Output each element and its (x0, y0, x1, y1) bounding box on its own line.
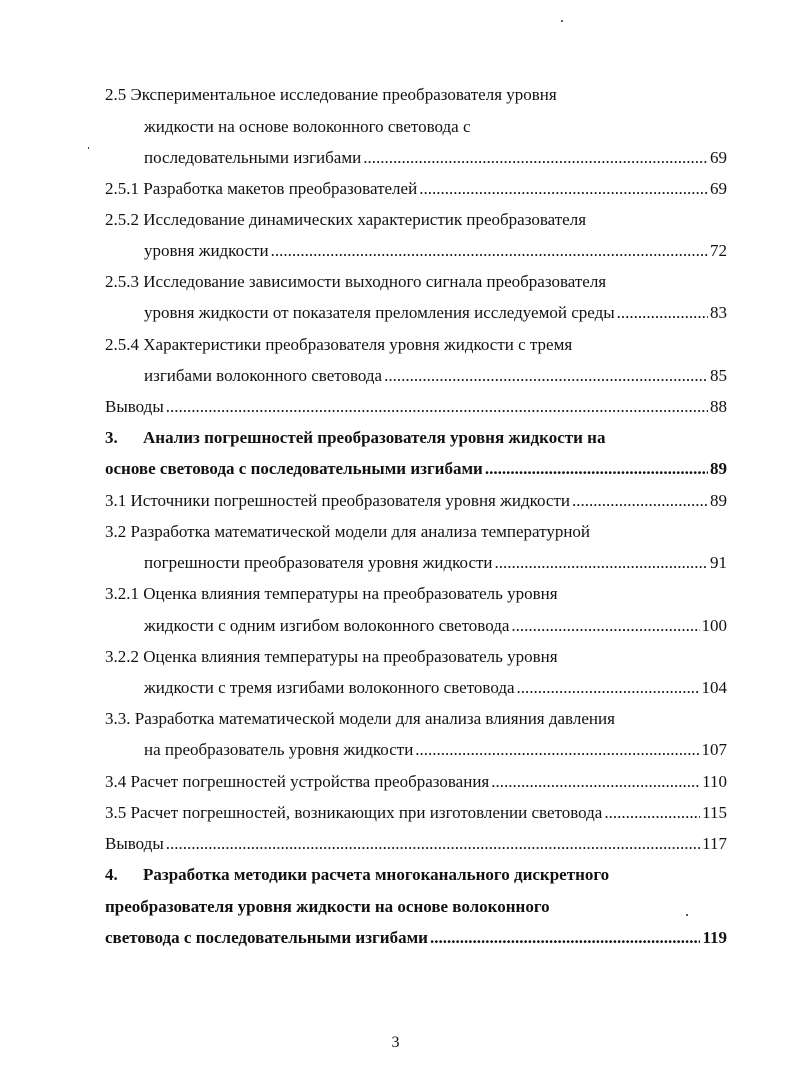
toc-page-number: 119 (702, 928, 727, 947)
dot-leader (363, 145, 708, 171)
toc-entry-2-5-cont (144, 114, 727, 140)
scan-speck (88, 147, 89, 149)
dot-leader (617, 300, 708, 326)
toc-entry-text: 2.5.4 Характеристики преобразователя уровня жидкости с тремя (105, 335, 573, 354)
toc-entry-text: 3.2.1 Оценка влияния температуры на преобразователь уровня (105, 584, 558, 603)
toc-page-number: 110 (702, 772, 727, 791)
toc-page-number: 69 (710, 148, 727, 167)
toc-entry-text: 2.5.1 Разработка макетов преобразователей (105, 179, 418, 198)
toc-entry-3-2-2-cont (144, 675, 727, 701)
toc-entry-text: погрешности преобразователя уровня жидкости (144, 553, 493, 572)
toc-entry-text: световода с последовательными изгибами (105, 928, 428, 947)
toc-entry-text: 3.5 Расчет погрешностей, возникающих при изготовлении световода (105, 803, 603, 822)
dot-leader (511, 613, 699, 639)
toc-entry-text: 2.5.2 Исследование динамических характеристик преобразователя (105, 210, 587, 229)
toc-chapter-3 (105, 425, 727, 451)
toc-entry-text: преобразователя уровня жидкости на основе волоконного (105, 897, 550, 916)
toc-entry-text: основе световода с последовательными изгибами (105, 459, 483, 478)
toc-chapter-4-cont (105, 925, 727, 951)
toc-entry-3-5 (105, 800, 727, 826)
dot-leader (572, 488, 708, 514)
toc-entry-3-2 (105, 519, 727, 545)
toc-page-number: 115 (702, 803, 727, 822)
toc-entry-2-5-3 (105, 269, 727, 295)
toc-entry-conclusions-3 (105, 831, 727, 857)
dot-leader (491, 769, 700, 795)
page-number: 3 (391, 1034, 400, 1051)
toc-entry-text: жидкости на основе волоконного световода с (144, 117, 471, 136)
toc-entry-text: последовательными изгибами (144, 148, 362, 167)
toc-entry-text: 3.4 Расчет погрешностей устройства преобразования (105, 772, 490, 791)
scan-speck (686, 914, 688, 916)
toc-entry-3-1 (105, 488, 727, 514)
chapter-number: 3. (105, 428, 118, 447)
toc-entry-text: жидкости с одним изгибом волоконного световода (144, 616, 510, 635)
toc-entry-2-5-3-cont (144, 300, 727, 326)
toc-entry-text: 3.2 Разработка математической модели для анализа температурной (105, 522, 591, 541)
dot-leader (430, 925, 700, 951)
toc-page-number: 69 (710, 179, 727, 198)
dot-leader (271, 238, 708, 264)
toc-page-number: 72 (710, 241, 727, 260)
toc-entry-3-2-cont (144, 550, 727, 576)
toc-entry-text: Выводы (105, 834, 164, 853)
toc-page-number: 91 (710, 553, 727, 572)
toc-entry-text: жидкости с тремя изгибами волоконного световода (144, 678, 515, 697)
dot-leader (485, 456, 708, 482)
toc-page-number: 89 (710, 459, 727, 478)
toc-entry-2-5-2 (105, 207, 727, 233)
chapter-number: 4. (105, 865, 118, 884)
dot-leader (604, 800, 700, 826)
toc-entry-2-5-2-cont (144, 238, 727, 264)
toc-entry-text: Выводы (105, 397, 164, 416)
toc-chapter-4 (105, 862, 727, 888)
toc-entry-text: уровня жидкости (144, 241, 269, 260)
dot-leader (495, 550, 708, 576)
dot-leader (166, 394, 708, 420)
dot-leader (517, 675, 700, 701)
toc-entry-3-2-1 (105, 581, 727, 607)
toc-entry-2-5 (105, 82, 727, 108)
toc-entry-text: уровня жидкости от показателя преломления исследуемой среды (144, 303, 615, 322)
toc-page-number: 100 (701, 616, 727, 635)
toc-page-number: 107 (701, 740, 727, 759)
toc-entry-text: изгибами волоконного световода (144, 366, 383, 385)
toc-entry-text: 2.5.3 Исследование зависимости выходного сигнала преобразователя (105, 272, 607, 291)
toc-entry-text: Анализ погрешностей преобразователя уровня жидкости на (143, 428, 606, 447)
toc-entry-2-5-4 (105, 332, 727, 358)
toc-entry-text: 3.1 Источники погрешностей преобразователя уровня жидкости (105, 491, 571, 510)
toc-entry-2-5-cont (144, 145, 727, 171)
toc-page-number: 104 (701, 678, 727, 697)
toc-entry-3-3-cont (144, 737, 727, 763)
toc-entry-text: на преобразователь уровня жидкости (144, 740, 414, 759)
toc-page-number: 83 (710, 303, 727, 322)
toc-entry-3-3 (105, 706, 727, 732)
toc-entry-3-4 (105, 769, 727, 795)
toc-entry-3-2-2 (105, 644, 727, 670)
toc-page-number: 88 (710, 397, 727, 416)
dot-leader (419, 176, 708, 202)
dot-leader (166, 831, 700, 857)
toc-chapter-4-cont (105, 894, 727, 920)
toc-page-number: 117 (702, 834, 727, 853)
toc-entry-3-2-1-cont (144, 613, 727, 639)
toc-entry-text: 2.5 Экспериментальное исследование преобразователя уровня (105, 85, 557, 104)
scan-speck (561, 20, 563, 22)
toc-entry-text: 3.3. Разработка математической модели для анализа влияния давления (105, 709, 615, 728)
toc-entry-conclusions-2 (105, 394, 727, 420)
toc-page-number: 89 (710, 491, 727, 510)
toc-entry-2-5-4-cont (144, 363, 727, 389)
toc-entry-text: 3.2.2 Оценка влияния температуры на преобразователь уровня (105, 647, 558, 666)
toc-chapter-3-cont (105, 456, 727, 482)
dot-leader (384, 363, 708, 389)
toc-entry-text: Разработка методики расчета многоканального дискретного (143, 865, 610, 884)
dot-leader (415, 737, 699, 763)
toc-page-number: 85 (710, 366, 727, 385)
toc-entry-2-5-1 (105, 176, 727, 202)
